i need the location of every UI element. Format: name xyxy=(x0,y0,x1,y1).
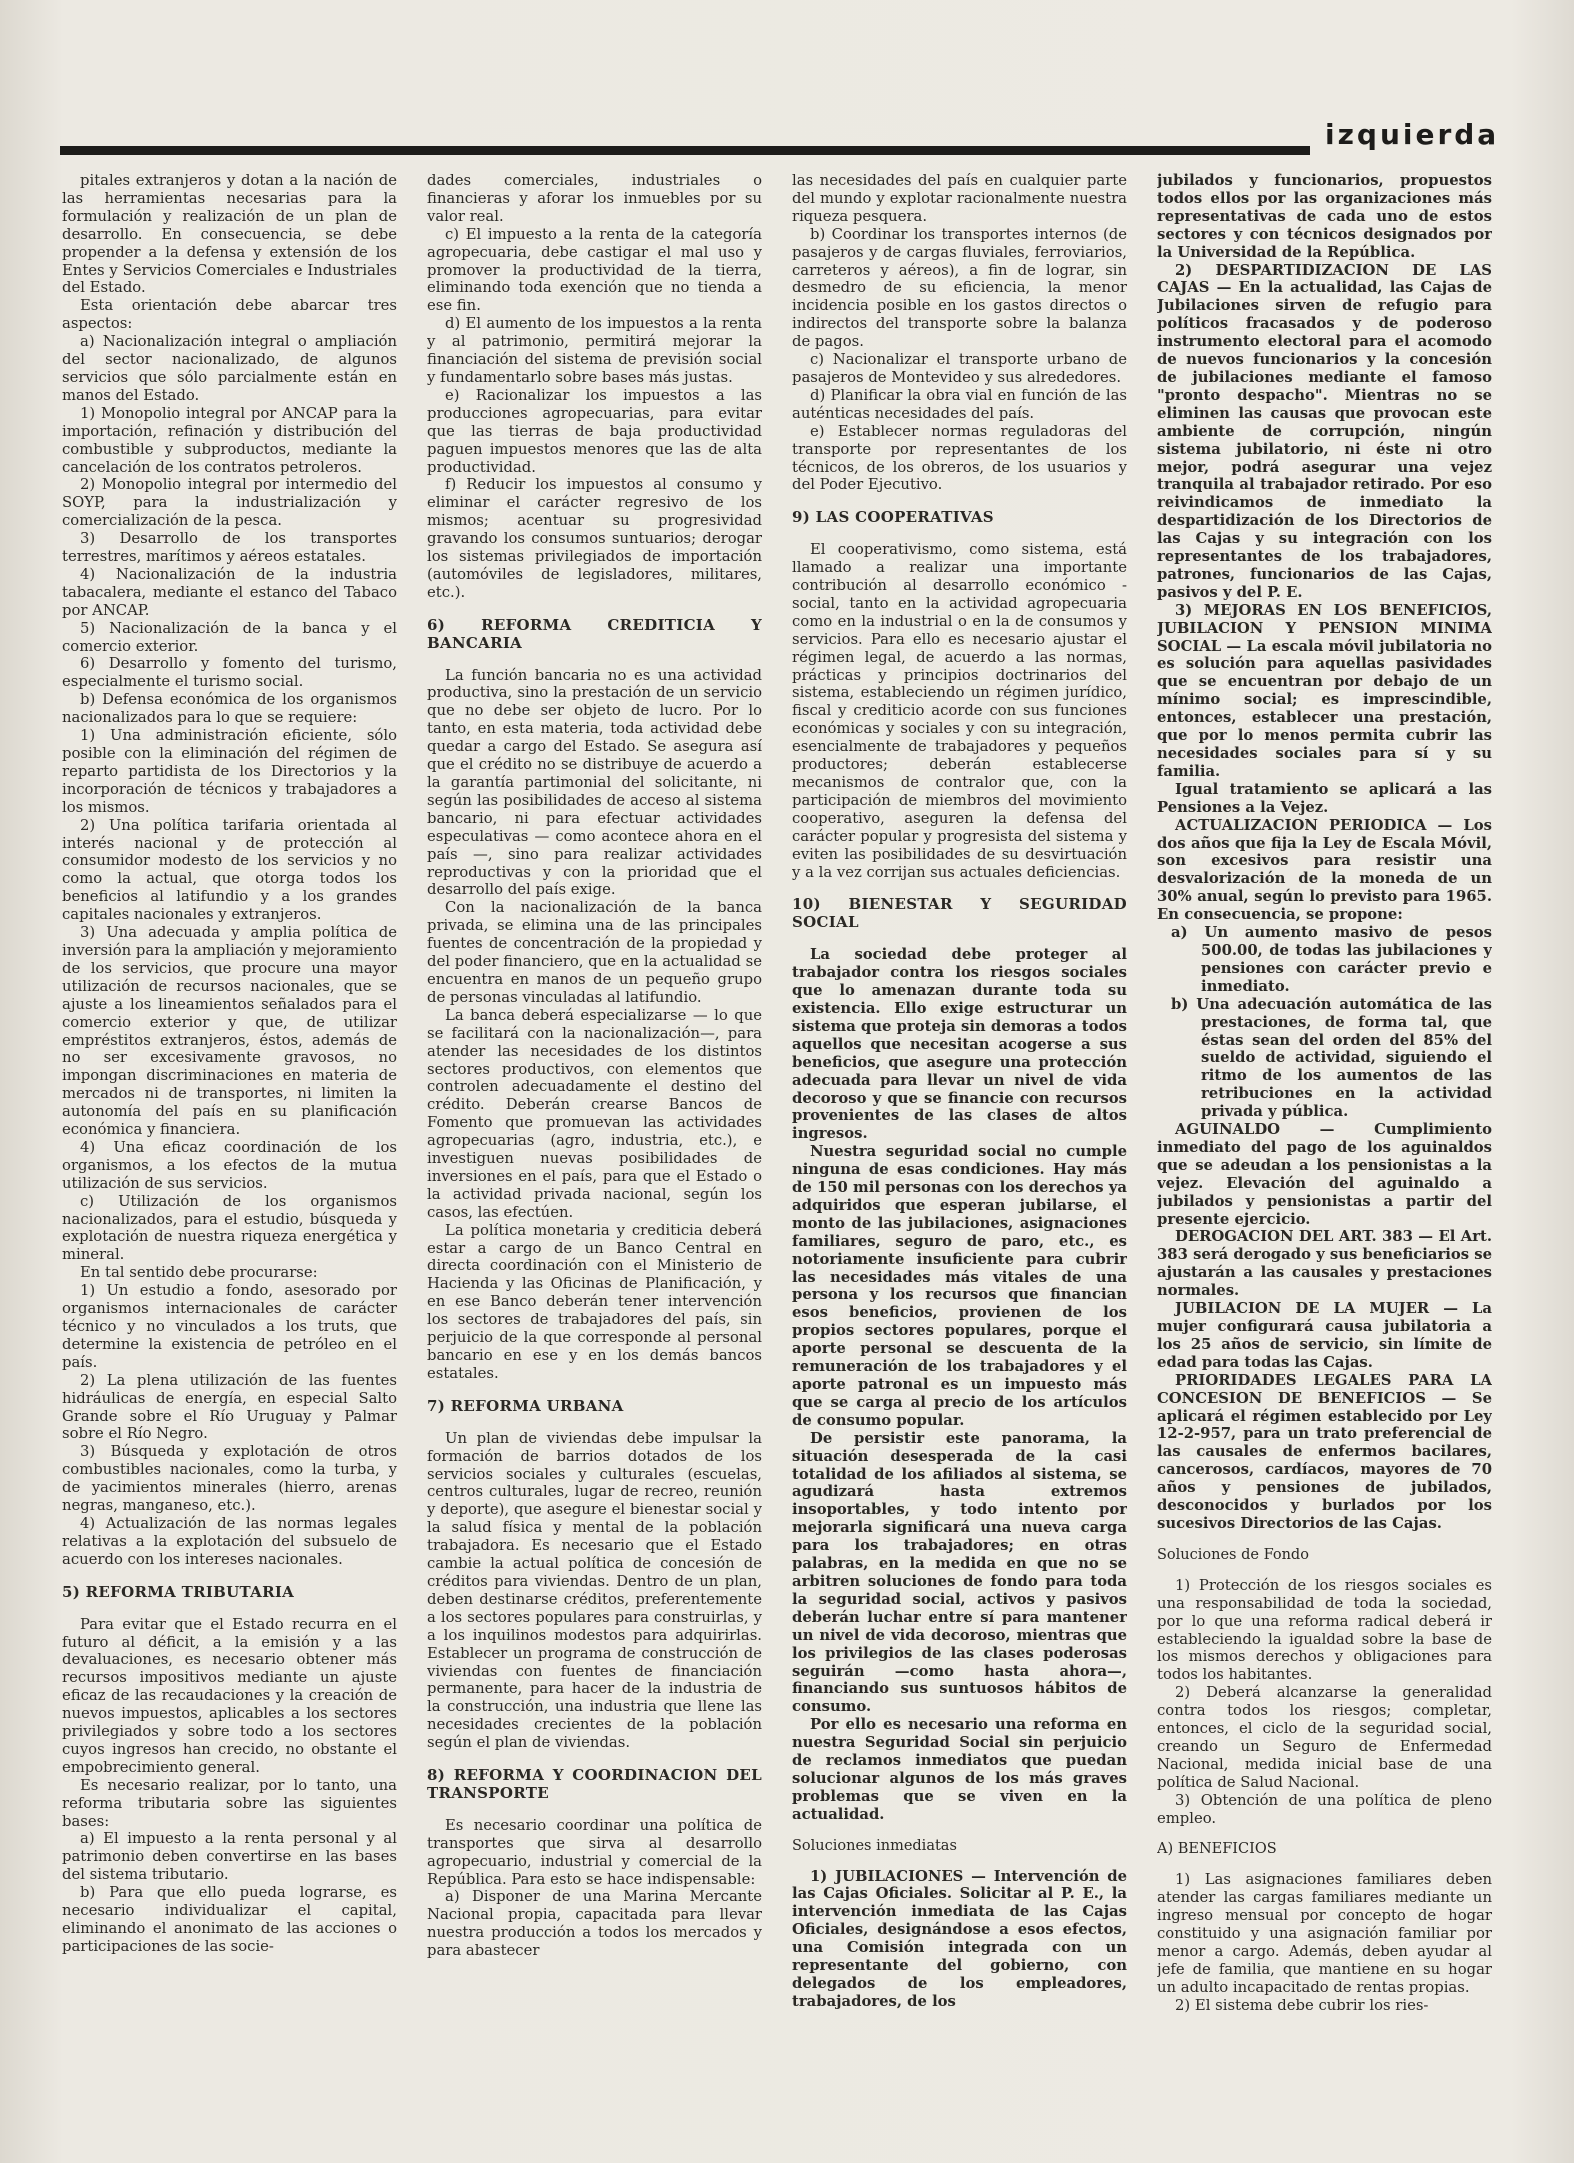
bold-paragraph: La sociedad debe proteger al trabajador contra los riesgos sociales que lo amenazan durante toda su existencia. Ello exige estructurar un sistema que proteja sin demoras a todos aquellos que necesitan acogerse a sus beneficios, que asegure una protección adecuada para llevar un nivel de vida decoroso y que se financie con recursos provenientes de las clases de altos ingresos. xyxy=(792,946,1127,1143)
paragraph: b) Coordinar los transportes internos (de pasajeros y de cargas fluviales, ferroviarios, carreteros y aéreos), a fin de lograr, sin desmedro de su eficiencia, la menor incidencia posible en los gastos directos o indirectos del transporte sobre la balanza de pagos. xyxy=(792,225,1127,351)
paragraph: 3) Una adecuada y amplia política de inversión para la ampliación y mejoramiento de los servicios, que procure una mayor utilización de recursos nacionales, que se ajuste a los lineamientos señalados para el comercio exterior y que, de utilizar empréstitos extranjeros, éstos, además de no ser excesivamente gravosos, no impongan discriminaciones en materia de mercados ni de transportes, ni limiten la autonomía del país en su planificación económica y financiera. xyxy=(62,924,397,1139)
paragraph: Con la nacionalización de la banca privada, se elimina una de las principales fuentes de concentración de la propiedad y del poder financiero, que en la actualidad se encuentra en manos de un pequeño grupo de personas vinculadas al latifundio. xyxy=(427,899,762,1006)
paragraph: 1) Monopolio integral por ANCAP para la importación, refinación y distribución del combustible y subproductos, mediante la cancelación de los contratos petroleros. xyxy=(62,404,397,476)
bold-paragraph: 3) MEJORAS EN LOS BENEFICIOS, JUBILACION Y PENSION MINIMA SOCIAL — La escala móvil jubilatoria no es solución para aquellas pasividades que se encuentran por debajo de un mínimo social; es imprescindible, entonces, establecer una prestación, que por lo menos permita cubrir las necesidades sociales para sí y su familia. xyxy=(1157,601,1492,780)
subsection-heading: Soluciones inmediatas xyxy=(792,1837,957,1854)
paragraph: c) El impuesto a la renta de la categoría agropecuaria, debe castigar el mal uso y promover la productividad de la tierra, eliminando toda exención que no tienda a ese fin. xyxy=(427,225,762,315)
paragraph: d) Planificar la obra vial en función de las auténticas necesidades del país. xyxy=(792,386,1127,422)
paragraph: 4) Nacionalización de la industria tabacalera, mediante el estanco del Tabaco por ANCAP. xyxy=(62,565,397,619)
paragraph: 3) Desarrollo de los transportes terrestres, marítimos y aéreos estatales. xyxy=(62,530,397,566)
paragraph: 2) La plena utilización de las fuentes hidráulicas de energía, en especial Salto Grande sobre el Río Uruguay y Palmar sobre el Río Negro. xyxy=(62,1371,397,1443)
paragraph: 2) Monopolio integral por intermedio del SOYP, para la industrialización y comercialización de la pesca. xyxy=(62,476,397,530)
paragraph: La banca deberá especializarse — lo que se facilitará con la nacionalización—, para atender las necesidades de los distintos sectores productivos, con elementos que controlen adecuadamente el destino del crédito. Deberán crearse Bancos de Fomento que promuevan las actividades agropecuarias (agro, industria, etc.), e investiguen nuevas posibilidades de inversiones en el país, para que el Estado o la actividad privada nacional, según los casos, las efectúen. xyxy=(427,1006,762,1221)
bold-paragraph: 2) DESPARTIDIZACION DE LAS CAJAS — En la actualidad, las Cajas de Jubilaciones sirven de refugio para políticos fracasados y de poderoso instrumento electoral para el acomodo de nuevos funcionarios y la concesión de jubilaciones mediante el famoso "pronto despacho". Mientras no se eliminen las causas que provocan este ambiente de corrupción, ningún sistema jubilatorio, ni éste ni otro mejor, podrá asegurar una vejez tranquila al trabajador retirado. Por eso reivindicamos de inmediato la despartidización de los Directorios de las Cajas y su integración con los representantes de los trabajadores, patrones, funcionarios de las Cajas, pasivos y del P. E. xyxy=(1157,261,1492,601)
paragraph: pitales extranjeros y dotan a la nación de las herramientas necesarias para la formulación y realización de un plan de desarrollo. En consecuencia, se debe propender a la defensa y extensión de los Entes y Servicios Comerciales e Industriales del Estado. xyxy=(62,172,397,297)
section-heading: 7) REFORMA URBANA xyxy=(427,1396,624,1415)
bold-paragraph: Nuestra seguridad social no cumple ninguna de esas condiciones. Hay más de 150 mil personas con los derechos ya adquiridos que esperan jubilarse, el monto de las jubilaciones, asignaciones familiares, seguro de paro, etc., es notoriamente insuficiente para cubrir las necesidades más vitales de una persona y los recursos que financian esos beneficios, provienen de los propios sectores populares, porque el aporte personal se descuenta de la remuneración de los trabajadores y el aporte patronal es un impuesto más que se carga al precio de los artículos de consumo popular. xyxy=(792,1143,1127,1429)
paragraph: a) Nacionalización integral o ampliación del sector nacionalizado, de algunos servicios que sólo parcialmente están en manos del Estado. xyxy=(62,333,397,404)
paragraph: Es necesario coordinar una política de transportes que sirva al desarrollo agropecuario, industrial y comercial de la República. Para esto se hace indispensable: xyxy=(427,1816,762,1888)
paragraph: La función bancaria no es una actividad productiva, sino la prestación de un servicio que no debe ser objeto de lucro. Por lo tanto, en esta materia, toda actividad debe quedar a cargo del Estado. Se asegura así que el crédito no se distribuye de acuerdo a la garantía partimonial del solicitante, ni según las posibilidades de acceso al sistema bancario, ni para efectuar actividades especulativas — como acontece ahora en el país —, sino para realizar actividades reproductivas y con la prioridad que el desarrollo del país exige. xyxy=(427,666,762,899)
paragraph: c) Utilización de los organismos nacionalizados, para el estudio, búsqueda y explotación de nuestra riqueza energética y mineral. xyxy=(62,1192,397,1264)
paragraph: El cooperativismo, como sistema, está llamado a realizar una importante contribución al desarrollo económico - social, tanto en la actividad agropecuaria como en la industrial o en la de consumos y servicios. Para ello es necesario ajustar el régimen legal, de acuerdo a las normas, prácticas y principios doctrinarios del sistema, estableciendo un régimen jurídico, fiscal y crediticio acorde con sus funciones económicas y sociales y con su integración, esencialmente de trabajadores y pequeños productores; deberán establecerse mecanismos de contralor que, con la participación de miembros del movimiento cooperativo, aseguren la defensa del carácter popular y progresista del sistema y eviten las posibilidades de su desvirtuación y a la vez corrijan sus actuales deficiencias. xyxy=(792,541,1127,881)
bold-paragraph: JUBILACION DE LA MUJER — La mujer configurará causa jubilatoria a los 25 años de servicio, sin límite de edad para todas las Cajas. xyxy=(1157,1300,1492,1371)
paragraph-continued: dades comerciales, industriales o financieras y aforar los inmuebles por su valor real. xyxy=(427,172,762,225)
paragraph: 1) Protección de los riesgos sociales es una responsabilidad de toda la sociedad, por lo que una reforma radical deberá ir estableciendo la igualdad sobre la base de los mismos derechos y obligaciones para todos los habitantes. xyxy=(1157,1576,1492,1684)
subsection-heading: A) BENEFICIOS xyxy=(1157,1841,1277,1858)
paragraph: Un plan de viviendas debe impulsar la formación de barrios dotados de los servicios sociales y culturales (escuelas, centros culturales, lugar de recreo, reunión y deporte), que asegure el bienestar social y la salud física y mental de la población trabajadora. Es necesario que el Estado cambie la actual política de concesión de créditos para viviendas. Dentro de un plan, deben destinarse créditos, preferentemente a los sectores populares para construirlas, y a los inquilinos modestos para adquirirlas. Establecer un programa de construcción de viviendas con fuentes de financiación permanente, para hacer de la industria de la construcción, una industria que llene las necesidades crecientes de la población según el plan de viviendas. xyxy=(427,1429,762,1752)
list-item: b) Una adecuación automática de las prestaciones, de forma tal, que éstas sean del orden del 85% del sueldo de actividad, siguiendo el ritmo de los aumentos de las retribuciones en la actividad privada y pública. xyxy=(1171,995,1492,1121)
article-columns xyxy=(62,172,1492,2132)
column-4 xyxy=(1157,172,1492,2132)
section-heading: 6) REFORMA CREDITICIA Y BANCARIA xyxy=(427,615,762,652)
paragraph: 1) Un estudio a fondo, asesorado por organismos internacionales de carácter técnico y no vinculados a los truts, que determine la existencia de petróleo en el país. xyxy=(62,1282,397,1371)
paragraph: Esta orientación debe abarcar tres aspectos: xyxy=(62,297,397,333)
column-2 xyxy=(427,172,762,2132)
section-heading: 8) REFORMA Y COORDINACION DEL TRANSPORTE xyxy=(427,1766,762,1802)
paragraph: 5) Nacionalización de la banca y el comercio exterior. xyxy=(62,619,397,655)
paragraph: Es necesario realizar, por lo tanto, una reforma tributaria sobre las siguientes bases: xyxy=(62,1776,397,1830)
bold-paragraph: PRIORIDADES LEGALES PARA LA CONCESION DE BENEFICIOS — Se aplicará el régimen establecido por Ley 12-2-957, para un trato preferencial de las causales de enfermos bacilares, cancerosos, cardíacos, mayores de 70 años y pensiones de jubilados, desconocidos y burlados por los sucesivos Directorios de las Cajas. xyxy=(1157,1371,1492,1532)
section-heading: 5) REFORMA TRIBUTARIA xyxy=(62,1582,295,1601)
column-1 xyxy=(62,172,397,2132)
bold-paragraph: Por ello es necesario una reforma en nuestra Seguridad Social sin perjuicio de reclamos inmediatos que puedan solucionar algunos de los más graves problemas que se viven en la actualidad. xyxy=(792,1716,1127,1823)
bold-paragraph: DEROGACION DEL ART. 383 — El Art. 383 será derogado y sus beneficiarios se ajustarán a las causales y prestaciones normales. xyxy=(1157,1228,1492,1300)
section-heading: 10) BIENESTAR Y SEGURIDAD SOCIAL xyxy=(792,895,1127,932)
paragraph: f) Reducir los impuestos al consumo y eliminar el carácter regresivo de los mismos; acentuar su progresividad gravando los consumos suntuarios; derogar los sistemas privilegiados de importación (automóviles de legisladores, militares, etc.). xyxy=(427,476,762,601)
paragraph: 3) Obtención de una política de pleno empleo. xyxy=(1157,1791,1492,1827)
paragraph: 3) Búsqueda y explotación de otros combustibles nacionales, como la turba, y de yacimientos minerales (hierro, arenas negras, manganeso, etc.). xyxy=(62,1443,397,1515)
bold-paragraph: Igual tratamiento se aplicará a las Pensiones a la Vejez. xyxy=(1157,780,1492,816)
bold-paragraph-continued: jubilados y funcionarios, propuestos todos ellos por las organizaciones más representativas de cada uno de estos sectores y con técnicos designados por la Universidad de la República. xyxy=(1157,172,1492,261)
paragraph: a) Disponer de una Marina Mercante Nacional propia, capacitada para llevar nuestra producción a todos los mercados y para abastecer xyxy=(427,1888,762,1960)
paragraph: 1) Una administración eficiente, sólo posible con la eliminación del régimen de reparto partidista de los Directorios y la incorporación de técnicos y trabajadores a los mismos. xyxy=(62,727,397,816)
paragraph: e) Racionalizar los impuestos a las producciones agropecuarias, para evitar que las tierras de baja productividad paguen impuestos menores que las de alta productividad. xyxy=(427,386,762,476)
paragraph: b) Defensa económica de los organismos nacionalizados para lo que se requiere: xyxy=(62,691,397,727)
paragraph: En tal sentido debe procurarse: xyxy=(80,1264,318,1282)
paragraph: a) El impuesto a la renta personal y al patrimonio deben convertirse en las bases del sistema tributario. xyxy=(62,1830,397,1884)
paragraph: 2) El sistema debe cubrir los ries- xyxy=(1175,1996,1429,2014)
paragraph: La política monetaria y crediticia deberá estar a cargo de un Banco Central en directa coordinación con el Ministerio de Hacienda y las Oficinas de Planificación, y en ese Banco deberán tener intervención los sectores de trabajadores del país, sin perjuicio de la que corresponde al personal bancario en ese y en los demás bancos estatales. xyxy=(427,1221,762,1382)
column-3 xyxy=(792,172,1127,2132)
section-heading: 9) LAS COOPERATIVAS xyxy=(792,508,994,527)
paragraph: d) El aumento de los impuestos a la renta y al patrimonio, permitirá mejorar la financiación del sistema de previsión social y fundamentarlo sobre bases más justas. xyxy=(427,315,762,386)
paragraph: 1) Las asignaciones familiares deben atender las cargas familiares mediante un ingreso mensual por concepto de hogar constituido y una asignación familiar por menor a cargo. Además, deben ayudar al jefe de familia, que mantiene en su hogar un adulto incapacitado de rentas propias. xyxy=(1157,1871,1492,1996)
paragraph: 6) Desarrollo y fomento del turismo, especialmente el turismo social. xyxy=(62,655,397,691)
paragraph: c) Nacionalizar el transporte urbano de pasajeros de Montevideo y sus alrededores. xyxy=(792,351,1127,386)
section-label: izquierda xyxy=(1325,118,1500,151)
paragraph: e) Establecer normas reguladoras del transporte por representantes de los técnicos, de los obreros, de los usuarios y del Poder Ejecutivo. xyxy=(792,422,1127,494)
paragraph: 2) Una política tarifaria orientada al interés nacional y de protección al consumidor modesto de los servicios y no como la actual, que otorga todos los beneficios al latifundio y a los grandes capitales nacionales y extranjeros. xyxy=(62,816,397,924)
paragraph-continued: las necesidades del país en cualquier parte del mundo y explotar racionalmente nuestra riqueza pesquera. xyxy=(792,172,1127,225)
bold-paragraph: De persistir este panorama, la situación desesperada de la casi totalidad de los afiliados al sistema, se agudizará hasta extremos insoportables, y todo intento por mejorarla significará una nueva carga para los trabajadores; en otras palabras, en la medida en que no se arbitren soluciones de fondo para toda la seguridad social, activos y pasivos deberán luchar entre sí para mantener un nivel de vida decoroso, mientras que los privilegios de las clases poderosas seguirán —como hasta ahora—, financiando sus suntuosos hábitos de consumo. xyxy=(792,1429,1127,1716)
paragraph: Para evitar que el Estado recurra en el futuro al déficit, a la emisión y a las devaluaciones, es necesario obtener más recursos impositivos mediante un ajuste eficaz de las recaudaciones y la creación de nuevos impuestos, aplicables a los sectores privilegiados y sobre todo a los sectores cuyos ingresos han crecido, no obstante el empobrecimiento general. xyxy=(62,1615,397,1776)
paragraph: 4) Actualización de las normas legales relativas a la explotación del subsuelo de acuerdo con los intereses nacionales. xyxy=(62,1514,397,1568)
paragraph: 4) Una eficaz coordinación de los organismos, a los efectos de la mutua utilización de sus servicios. xyxy=(62,1138,397,1192)
subsection-heading: Soluciones de Fondo xyxy=(1157,1546,1309,1563)
paragraph: 2) Deberá alcanzarse la generalidad contra todos los riesgos; completar, entonces, el ciclo de la seguridad social, creando un Seguro de Enfermedad Nacional, medida inicial base de una política de Salud Nacional. xyxy=(1157,1684,1492,1791)
header-rule xyxy=(60,146,1310,155)
bold-paragraph: 1) JUBILACIONES — Intervención de las Cajas Oficiales. Solicitar al P. E., la intervención inmediata de las Cajas Oficiales, designándose a esos efectos, una Comisión integrada con un representante del gobierno, con delegados de los empleadores, trabajadores, de los xyxy=(792,1867,1127,2010)
bold-paragraph: AGUINALDO — Cumplimiento inmediato del pago de los aguinaldos que se adeudan a los pensionistas a la vejez. Elevación del aguinaldo a jubilados y pensionistas a partir del presente ejercicio. xyxy=(1157,1121,1492,1228)
paragraph: b) Para que ello pueda lograrse, es necesario individualizar el capital, eliminando el anonimato de las acciones o participaciones de las socie- xyxy=(62,1884,397,1955)
list-item: a) Un aumento masivo de pesos 500.00, de todas las jubilaciones y pensiones con carácter previo e inmediato. xyxy=(1171,924,1492,995)
bold-paragraph: ACTUALIZACION PERIODICA — Los dos años que fija la Ley de Escala Móvil, son excesivos para resistir una desvalorización de la moneda de un 30% anual, según lo previsto para 1965. En consecuencia, se propone: xyxy=(1157,816,1492,924)
